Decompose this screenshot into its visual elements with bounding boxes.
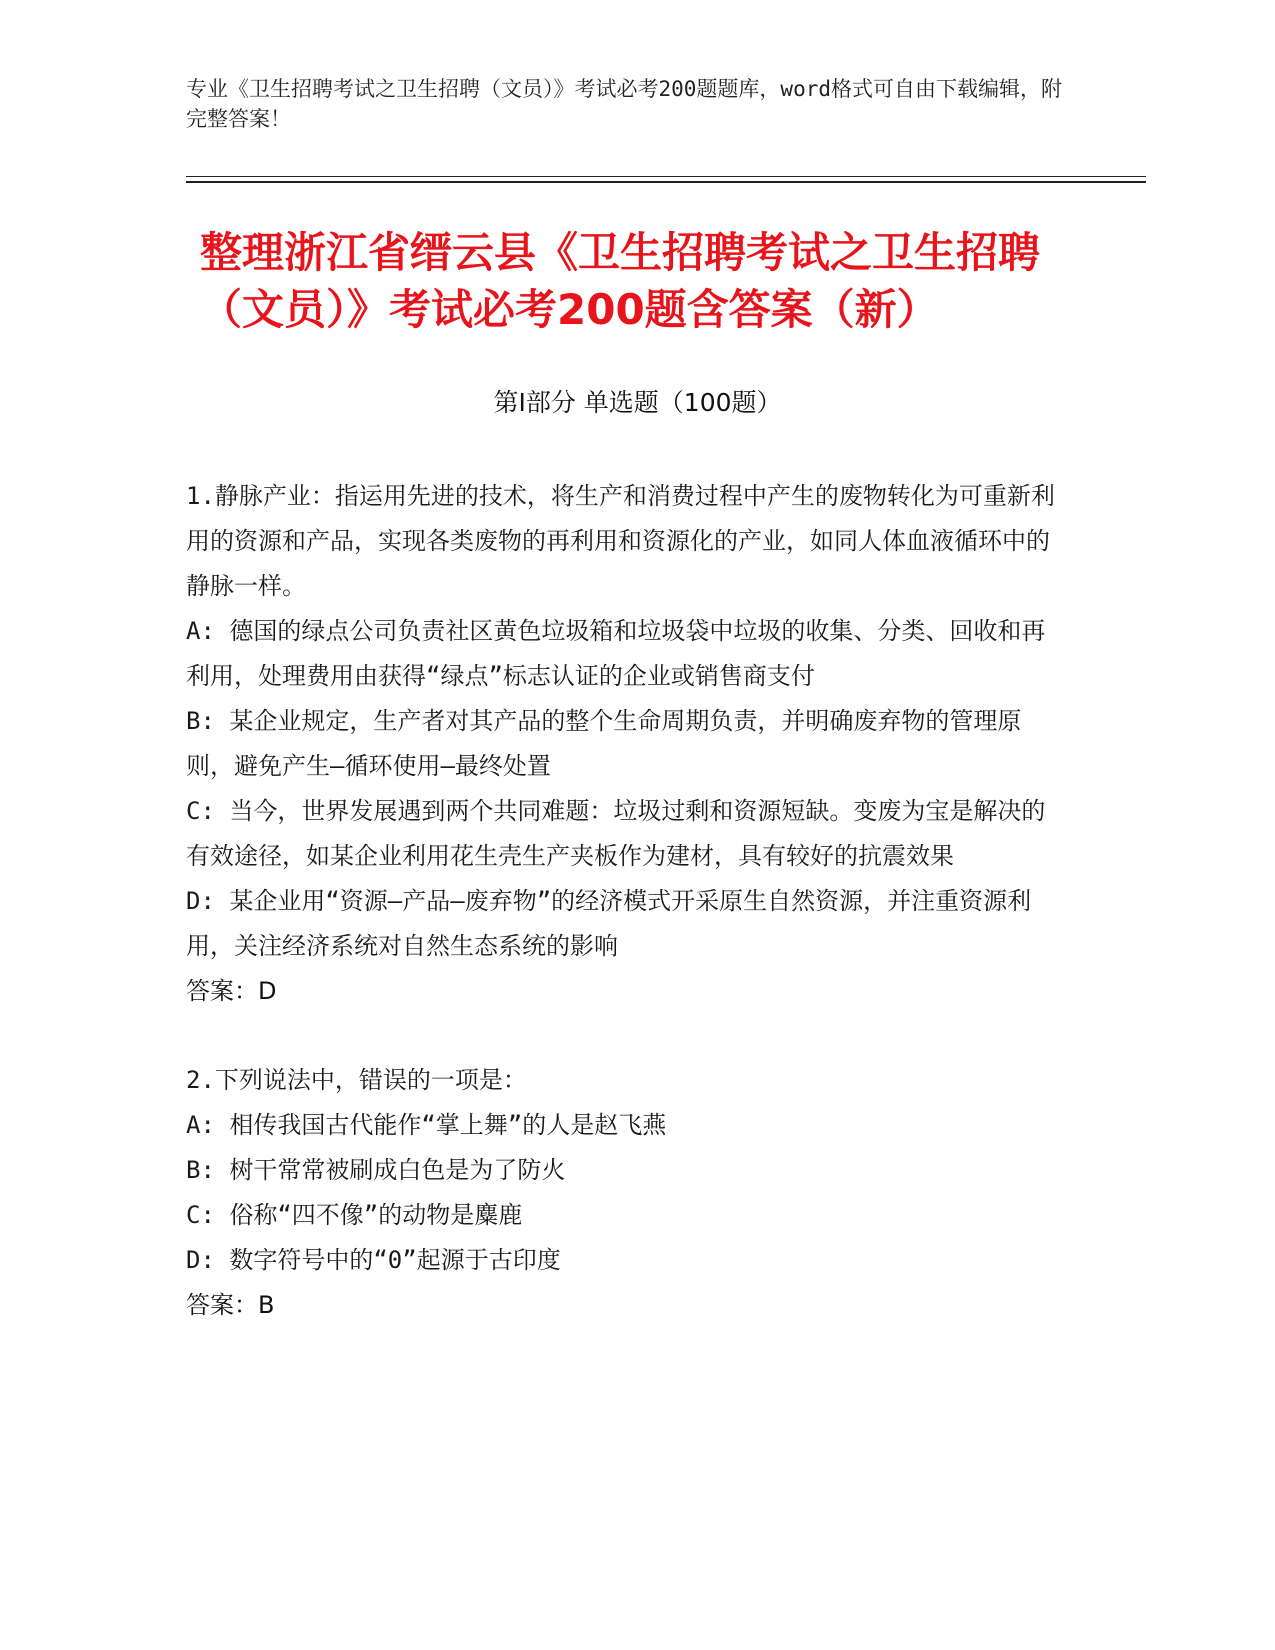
option-d: D: 某企业用“资源—产品—废弃物”的经济模式开采原生自然资源，并注重资源利用，关注经济系统对自然生态系统的影响	[186, 887, 1032, 960]
question-list	[186, 474, 1066, 1328]
section-heading: 第I部分 单选题（100题）	[493, 388, 782, 417]
header-note: 专业《卫生招聘考试之卫生招聘（文员）》考试必考200题题库，word格式可自由下载编辑，附完整答案！	[186, 77, 1062, 131]
document-title: 整理浙江省缙云县《卫生招聘考试之卫生招聘（文员）》考试必考200题含答案（新）	[200, 228, 1041, 334]
answer: 答案：D	[186, 977, 277, 1005]
option-b: B: 某企业规定，生产者对其产品的整个生命周期负责，并明确废弃物的管理原则，避免产生—循环使用—最终处置	[186, 707, 1022, 780]
option-a: A: 德国的绿点公司负责社区黄色垃圾箱和垃圾袋中垃圾的收集、分类、回收和再利用，处理费用由获得“绿点”标志认证的企业或销售商支付	[186, 617, 1046, 690]
option-d: D: 数字符号中的“0”起源于古印度	[186, 1246, 561, 1274]
question-stem: 1.静脉产业：指运用先进的技术，将生产和消费过程中产生的废物转化为可重新利用的资源和产品，实现各类废物的再利用和资源化的产业，如同人体血液循环中的静脉一样。	[186, 482, 1055, 600]
option-b: B: 树干常常被刷成白色是为了防火	[186, 1156, 566, 1184]
answer: 答案：B	[186, 1291, 275, 1319]
question-1	[186, 474, 1066, 1014]
option-c: C: 当今，世界发展遇到两个共同难题：垃圾过剩和资源短缺。变废为宝是解决的有效途径，如某企业利用花生壳生产夹板作为建材，具有较好的抗震效果	[186, 797, 1046, 870]
header-divider-thin	[186, 176, 1146, 177]
option-c: C: 俗称“四不像”的动物是麋鹿	[186, 1201, 523, 1229]
question-2	[186, 1058, 1066, 1328]
option-a: A: 相传我国古代能作“掌上舞”的人是赵飞燕	[186, 1111, 667, 1139]
header-divider-thick	[186, 181, 1146, 183]
question-stem: 2.下列说法中，错误的一项是：	[186, 1066, 527, 1094]
